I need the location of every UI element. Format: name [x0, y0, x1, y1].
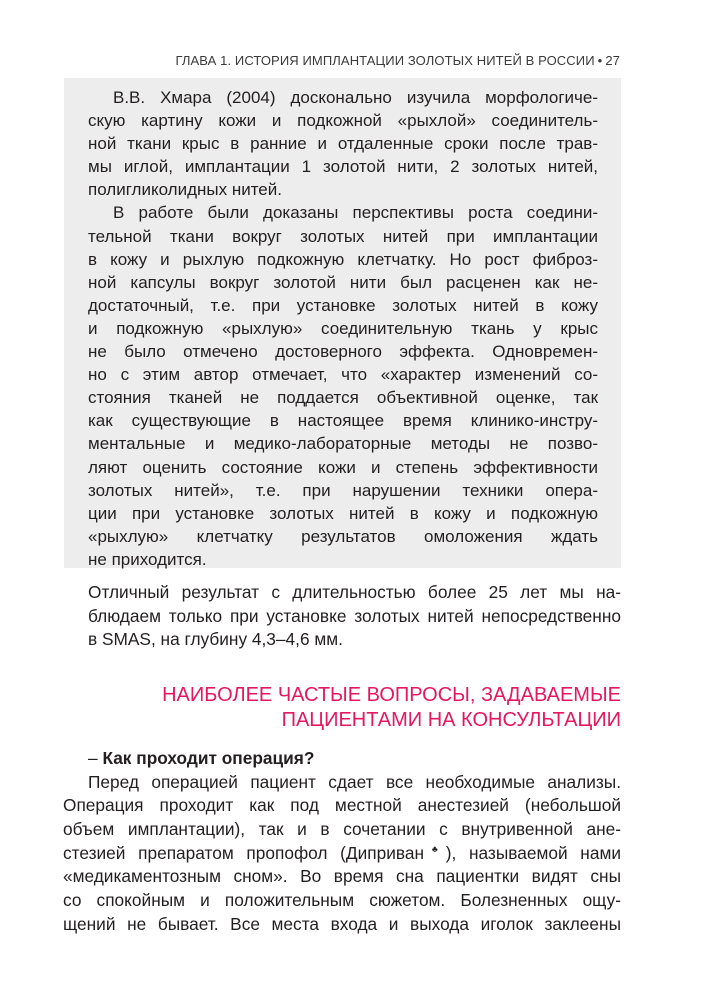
text-line: В работе были доказаны перспективы роста соедини- — [113, 203, 598, 223]
text-segment: ), называемой нами — [445, 842, 621, 863]
faq-item — [63, 747, 621, 937]
text-line: в SMAS, на глубину 4,3–4,6 мм. — [88, 629, 343, 649]
text-line: но с этим автор отмечает, что «характер изменений со- — [88, 365, 598, 385]
text-line: со спокойным и положительным сюжетом. Болезненных ощу- — [63, 890, 621, 911]
text-line: скую картину кожи и подкожной «рыхлой» соединитель- — [88, 111, 598, 131]
box-paragraph-2 — [88, 201, 598, 571]
text-line: ляют оценить состояние кожи и степень эффективности — [88, 457, 598, 477]
trademark-mark: ♣ — [424, 843, 446, 854]
section-heading-line-1: НАИБОЛЕЕ ЧАСТЫЕ ВОПРОСЫ, ЗАДАВАЕМЫЕ — [162, 684, 621, 706]
text-line: ции при установке золотых нитей в кожу и подкожную — [88, 503, 598, 523]
text-segment: стезией препаратом пропофол (Диприван — [63, 842, 425, 863]
question-dash: – — [88, 748, 98, 768]
running-header — [84, 53, 620, 68]
text-line: Перед операцией пациент сдает все необходимые анализы. — [88, 771, 621, 792]
text-line: блюдаем только при установке золотых нитей непосредственно — [88, 605, 621, 626]
box-paragraph-1 — [88, 86, 598, 201]
text-line: объем имплантации), так и в сочетании с внутривенной ане- — [63, 819, 621, 840]
section-heading — [84, 683, 621, 733]
text-line: ной капсулы вокруг золотой нити был расценен как не- — [88, 272, 598, 292]
text-line: достаточный, т.е. при установке золотых нитей в кожу — [88, 295, 598, 315]
text-line: ной ткани крыс в ранние и отдаленные сроки после трав- — [88, 134, 598, 154]
text-line: «рыхлую» клетчатку результатов омоложения ждать — [88, 526, 598, 546]
text-line: не было отмечено достоверного эффекта. Одновремен- — [88, 342, 598, 362]
text-line: и подкожную «рыхлую» соединительную ткань у крыс — [88, 318, 598, 338]
body-paragraph — [88, 581, 621, 652]
header-separator: • — [597, 53, 603, 68]
text-line: мы иглой, имплантации 1 золотой нити, 2 золотых нитей, — [88, 157, 598, 177]
text-line: в кожу и рыхлую подкожную клетчатку. Но рост фиброз- — [88, 249, 598, 269]
text-line: золотых нитей», т.е. при нарушении техники опера- — [88, 480, 598, 500]
text-line: «медикаментозным сном». Во время сна пациентки видят сны — [63, 866, 621, 887]
text-line: В.В. Хмара (2004) досконально изучила морфологиче- — [113, 88, 598, 107]
text-line — [63, 842, 621, 866]
text-line: полигликолидных нитей. — [88, 180, 282, 200]
text-line: Операция проходит как под местной анестезией (небольшой — [63, 795, 621, 816]
text-line: как существующие в настоящее время клинико-инстру- — [88, 411, 598, 431]
text-line: ментальные и медико-лабораторные методы не позво- — [88, 434, 598, 454]
chapter-title: ГЛАВА 1. ИСТОРИЯ ИМПЛАНТАЦИИ ЗОЛОТЫХ НИТЕЙ В РОССИИ — [175, 53, 595, 68]
question-text: Как проходит операция? — [102, 748, 315, 768]
text-line: Отличный результат с длительностью более 25 лет мы на- — [88, 582, 621, 602]
text-line: щений не бывает. Все места входа и выхода иголок заклеены — [63, 913, 621, 934]
text-line: стояния тканей не поддается объективной оценке, так — [88, 388, 598, 408]
text-line: тельной ткани вокруг золотых нитей при имплантации — [88, 226, 598, 246]
text-line: не приходится. — [88, 549, 207, 569]
faq-question — [63, 747, 621, 771]
highlighted-text-box — [64, 78, 621, 568]
page-number: 27 — [605, 53, 620, 68]
section-heading-line-2: ПАЦИЕНТАМИ НА КОНСУЛЬТАЦИИ — [281, 709, 621, 731]
